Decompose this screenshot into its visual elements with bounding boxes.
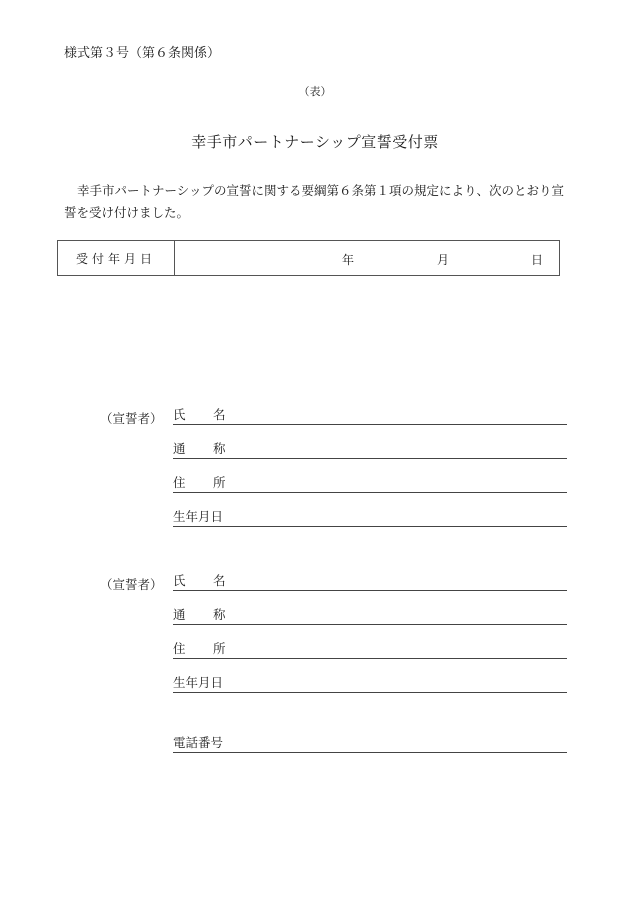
field-label: 名 xyxy=(213,573,226,588)
declarant2-birthdate-field[interactable] xyxy=(173,674,567,693)
intro-paragraph: 幸手市パートナーシップの宣誓に関する要綱第６条第１項の規定により、次のとおり宣誓を受け付けました。 xyxy=(64,183,565,220)
field-label: 所 xyxy=(213,475,226,490)
field-label: 生年月日 xyxy=(173,509,224,524)
field-label: 住 xyxy=(173,475,186,490)
side-marker: （表） xyxy=(298,85,332,98)
declarant2-alias-field[interactable] xyxy=(173,606,567,625)
field-label: 通 xyxy=(173,441,186,456)
day-label: 日 xyxy=(531,253,544,267)
declarant1-birthdate-field[interactable] xyxy=(173,508,567,527)
declarant-label-2: （宣誓者） xyxy=(100,577,163,592)
field-label: 氏 xyxy=(173,407,186,422)
declarant2-name-field[interactable] xyxy=(173,572,567,591)
form-number: 様式第３号（第６条関係） xyxy=(64,46,221,61)
declarant1-alias-field[interactable] xyxy=(173,440,567,459)
field-label: 通 xyxy=(173,607,186,622)
month-label: 月 xyxy=(437,253,450,267)
field-label: 住 xyxy=(173,641,186,656)
field-label: 電話番号 xyxy=(173,735,224,750)
reception-date-value[interactable] xyxy=(175,241,559,275)
field-label: 氏 xyxy=(173,573,186,588)
field-label: 所 xyxy=(213,641,226,656)
document-title: 幸手市パートナーシップ宣誓受付票 xyxy=(191,133,439,151)
declarant1-name-field[interactable] xyxy=(173,406,567,425)
reception-date-header: 受付年月日 xyxy=(58,241,175,275)
year-label: 年 xyxy=(342,253,355,267)
field-label: 称 xyxy=(213,441,226,456)
field-label: 称 xyxy=(213,607,226,622)
field-label: 名 xyxy=(213,407,226,422)
declarant1-address-field[interactable] xyxy=(173,474,567,493)
declarant-label-1: （宣誓者） xyxy=(100,411,163,426)
declarant2-address-field[interactable] xyxy=(173,640,567,659)
field-label: 生年月日 xyxy=(173,675,224,690)
reception-date-table xyxy=(57,240,560,276)
phone-number-field[interactable] xyxy=(173,734,567,753)
